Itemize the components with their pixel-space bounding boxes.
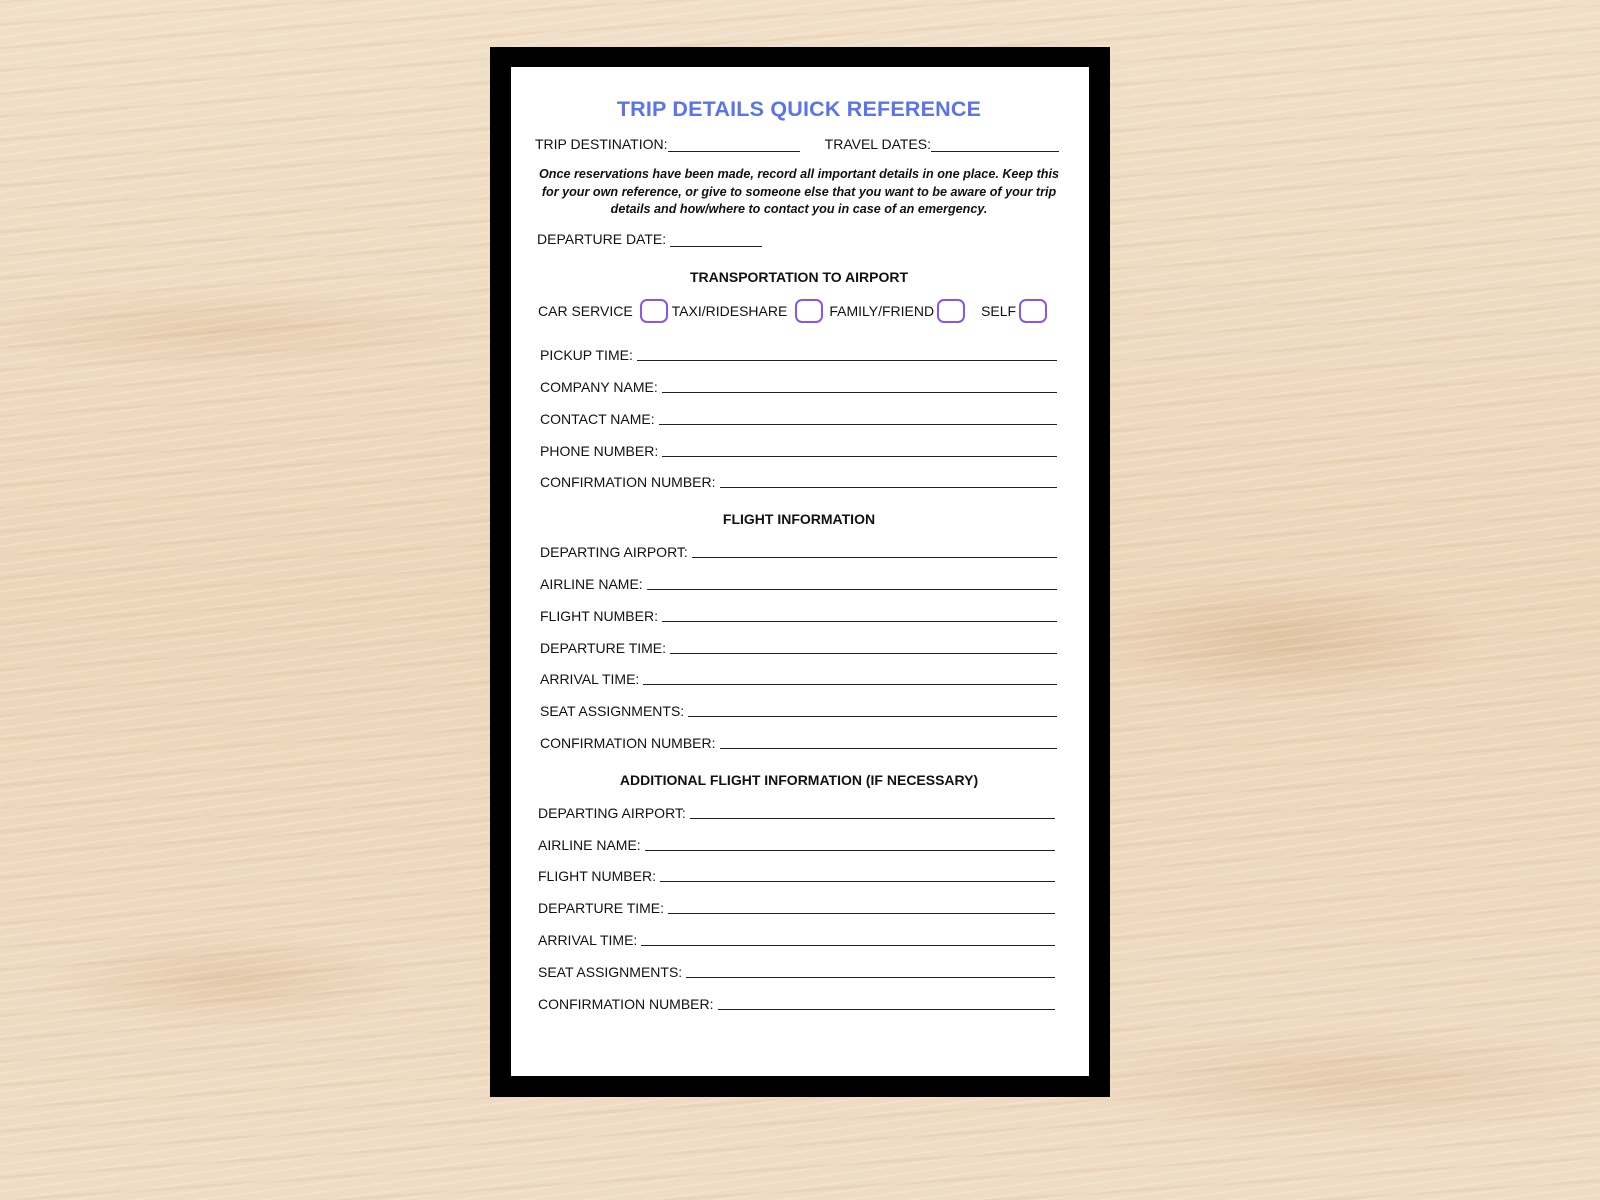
additional-flight-number-field (535, 854, 1063, 886)
trip-destination-label: TRIP DESTINATION: (535, 136, 668, 152)
field-label: COMPANY NAME: (540, 379, 658, 396)
company-name-field (535, 364, 1063, 396)
self-checkbox[interactable] (1019, 299, 1047, 323)
departing-airport-line[interactable] (692, 557, 1057, 558)
additional-confirmation-field (535, 981, 1063, 1013)
intro-instructions: Once reservations have been made, record all important details in one place. Keep this for your own reference, or give to someone else that you want to be aware of your trip details and how/where to contact you in case of an emergency. (538, 167, 1059, 216)
travel-dates-blank (931, 137, 1059, 152)
departing-airport-field (535, 529, 1063, 561)
departure-time-line[interactable] (670, 653, 1057, 654)
field-label: CONTACT NAME: (540, 410, 655, 427)
seat-assignments-line[interactable] (688, 716, 1057, 717)
field-label: AIRLINE NAME: (538, 836, 641, 853)
phone-number-line[interactable] (662, 456, 1057, 457)
departure-date-field (537, 231, 1063, 247)
trip-destination-blank (668, 137, 800, 152)
additional-arrival-time-line[interactable] (641, 945, 1055, 946)
additional-departing-airport-field (535, 790, 1063, 822)
additional-seat-assignments-field (535, 949, 1063, 981)
transportation-options (538, 299, 1063, 323)
additional-departure-time-field (535, 885, 1063, 917)
additional-confirmation-line[interactable] (718, 1009, 1055, 1010)
additional-flight-heading: ADDITIONAL FLIGHT INFORMATION (IF NECESSARY) (619, 772, 979, 789)
contact-name-line[interactable] (659, 424, 1057, 425)
travel-dates-label: TRAVEL DATES: (824, 136, 931, 152)
option-label: FAMILY/FRIEND (829, 302, 935, 319)
transport-confirmation-line[interactable] (720, 487, 1057, 488)
field-label: FLIGHT NUMBER: (540, 607, 658, 624)
company-name-line[interactable] (662, 392, 1057, 393)
additional-seat-assignments-line[interactable] (686, 977, 1055, 978)
pickup-time-line[interactable] (637, 360, 1057, 361)
field-label: CONFIRMATION NUMBER: (538, 995, 714, 1012)
travel-dates-field (825, 136, 1059, 152)
trip-header-row (535, 136, 1063, 152)
field-label: ARRIVAL TIME: (540, 671, 640, 688)
field-label: PICKUP TIME: (540, 347, 633, 364)
additional-departure-time-line[interactable] (668, 913, 1055, 914)
option-family-friend (827, 299, 969, 323)
field-label: DEPARTING AIRPORT: (538, 804, 686, 821)
additional-arrival-time-field (535, 917, 1063, 949)
printout-frame (490, 47, 1110, 1097)
pickup-time-field (535, 333, 1063, 365)
trip-destination-field (535, 136, 800, 152)
field-label: FLIGHT NUMBER: (538, 868, 656, 885)
contact-name-field (535, 396, 1063, 428)
option-label: CAR SERVICE (538, 302, 633, 319)
field-label: ARRIVAL TIME: (538, 932, 638, 949)
field-label: DEPARTING AIRPORT: (540, 544, 688, 561)
departure-date-label: DEPARTURE DATE: (537, 230, 667, 247)
field-label: PHONE NUMBER: (540, 442, 659, 459)
field-label: CONFIRMATION NUMBER: (540, 735, 716, 752)
additional-airline-name-line[interactable] (645, 850, 1055, 851)
field-label: CONFIRMATION NUMBER: (540, 474, 716, 491)
taxi-rideshare-checkbox[interactable] (795, 299, 823, 323)
sheet-title: TRIP DETAILS QUICK REFERENCE (616, 97, 982, 121)
field-label: SEAT ASSIGNMENTS: (538, 963, 683, 980)
arrival-time-field (535, 657, 1063, 689)
airline-name-line[interactable] (647, 589, 1057, 590)
car-service-checkbox[interactable] (640, 299, 668, 323)
transportation-heading: TRANSPORTATION TO AIRPORT (689, 268, 909, 285)
seat-assignments-field (535, 688, 1063, 720)
field-label: SEAT ASSIGNMENTS: (540, 703, 685, 720)
field-label: AIRLINE NAME: (540, 576, 643, 593)
flight-number-line[interactable] (662, 621, 1057, 622)
departure-time-field (535, 625, 1063, 657)
field-label: DEPARTURE TIME: (538, 900, 665, 917)
option-label: TAXI/RIDESHARE (671, 302, 788, 319)
phone-number-field (535, 428, 1063, 460)
departure-date-blank (670, 232, 762, 247)
additional-airline-name-field (535, 822, 1063, 854)
flight-confirmation-line[interactable] (720, 748, 1057, 749)
flight-information-heading: FLIGHT INFORMATION (722, 511, 876, 528)
flight-confirmation-field (535, 720, 1063, 752)
field-label: DEPARTURE TIME: (540, 639, 667, 656)
transport-confirmation-field (535, 460, 1063, 492)
option-self (969, 299, 1051, 323)
trip-details-sheet (511, 67, 1089, 1076)
option-label: SELF (981, 302, 1017, 319)
family-friend-checkbox[interactable] (937, 299, 965, 323)
airline-name-field (535, 561, 1063, 593)
additional-flight-number-line[interactable] (660, 881, 1055, 882)
additional-departing-airport-line[interactable] (690, 818, 1055, 819)
arrival-time-line[interactable] (643, 684, 1057, 685)
option-car-service (538, 299, 672, 323)
flight-number-field (535, 593, 1063, 625)
option-taxi-rideshare (672, 299, 828, 323)
